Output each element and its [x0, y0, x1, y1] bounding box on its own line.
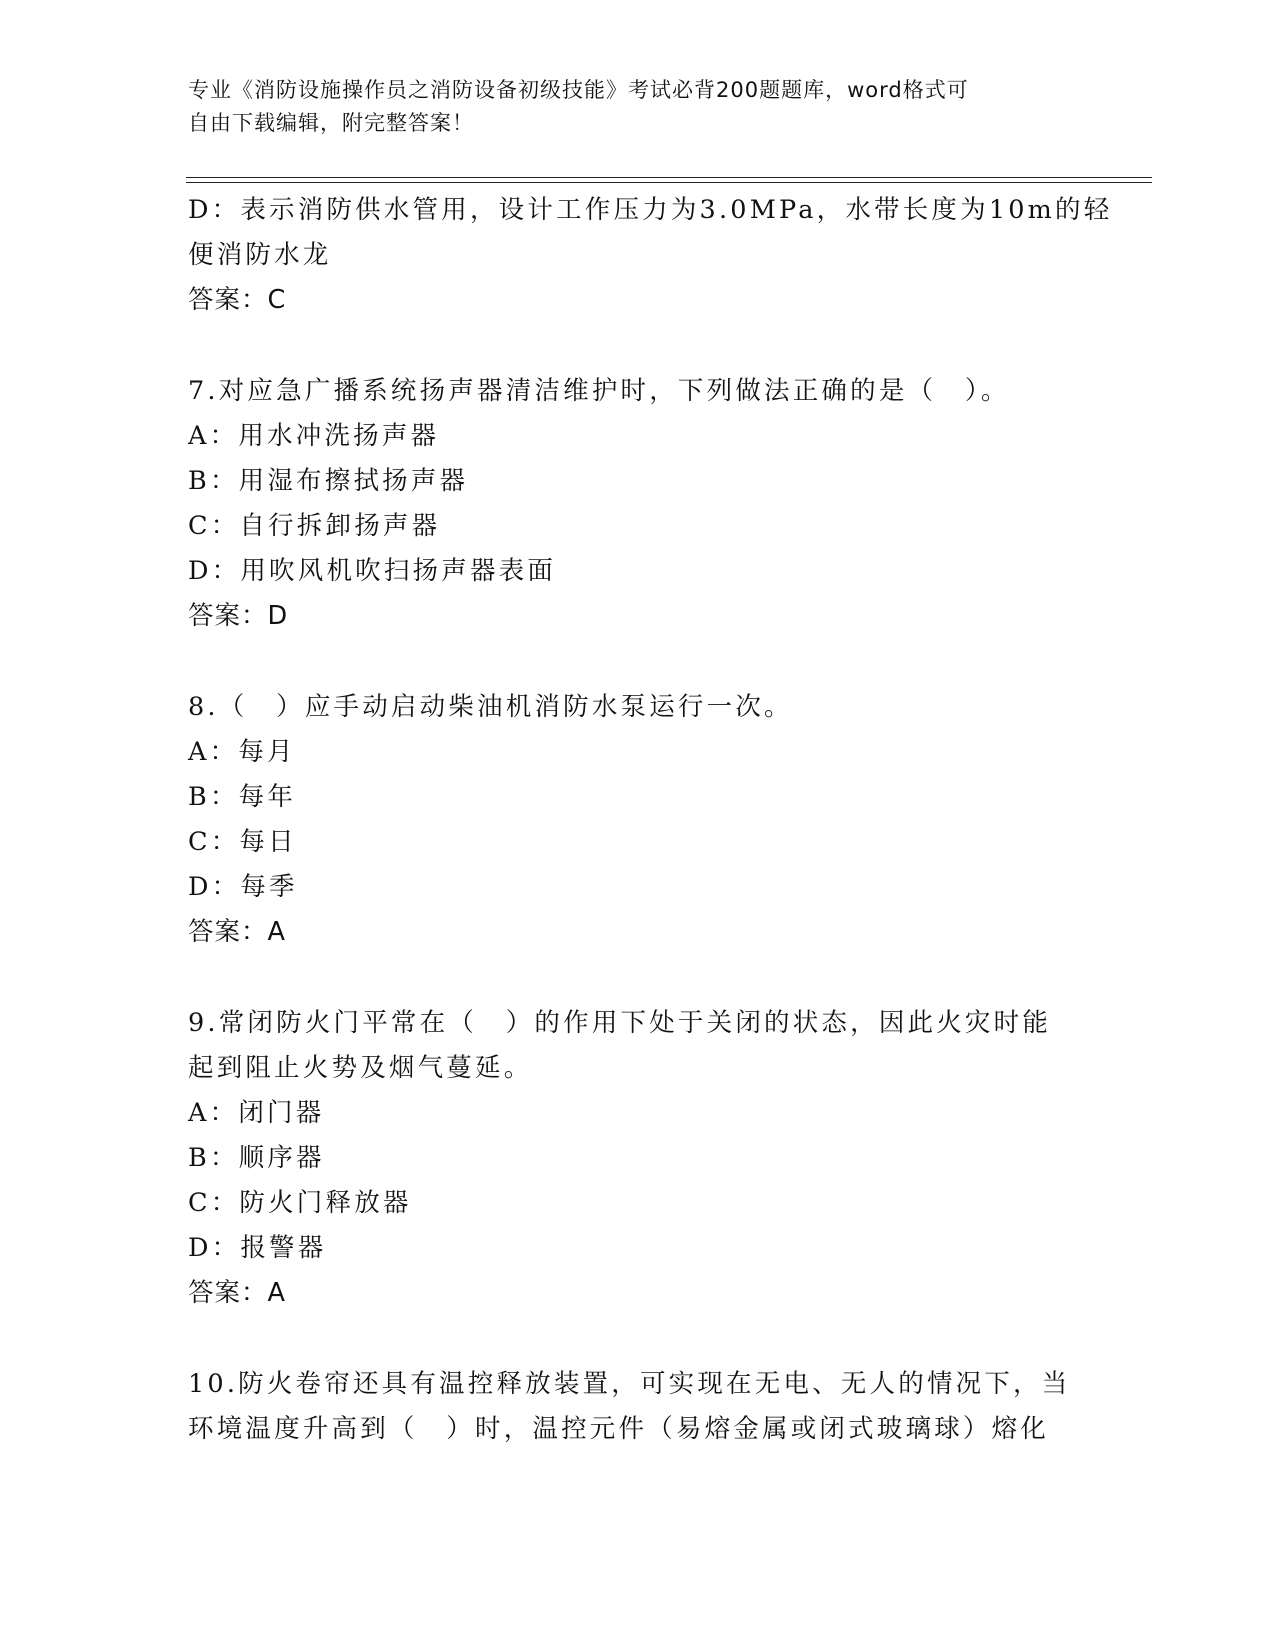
- question-stem: 8.（ ）应手动启动柴油机消防水泵运行一次。: [188, 692, 793, 722]
- question-7: [188, 369, 1088, 639]
- header-divider-bottom: [186, 182, 1152, 183]
- question-stem-line-2: 起到阻止火势及烟气蔓延。: [188, 1053, 533, 1083]
- option-b: B：顺序器: [188, 1143, 325, 1173]
- answer-line: 答案：A: [188, 1278, 286, 1308]
- answer-line: 答案：C: [188, 285, 287, 315]
- answer-line: 答案：D: [188, 601, 289, 631]
- document-header: [188, 74, 1068, 140]
- option-d-line-2: 便消防水龙: [188, 240, 332, 270]
- option-d: D：用吹风机吹扫扬声器表面: [188, 556, 557, 586]
- option-d-line-1: D：表示消防供水管用，设计工作压力为3.0MPa，水带长度为10m的轻: [188, 195, 1113, 225]
- question-stem-line-2: 环境温度升高到（ ）时，温控元件（易熔金属或闭式玻璃球）熔化: [188, 1414, 1050, 1444]
- question-stem-line-1: 10.防火卷帘还具有温控释放装置，可实现在无电、无人的情况下，当: [188, 1369, 1071, 1399]
- option-d: D：每季: [188, 872, 298, 902]
- option-b: B：用湿布擦拭扬声器: [188, 466, 469, 496]
- option-a: A：用水冲洗扬声器: [188, 421, 440, 451]
- question-stem: 7.对应急广播系统扬声器清洁维护时，下列做法正确的是（ ）。: [188, 376, 1010, 406]
- question-9: [188, 1001, 1088, 1316]
- document-body: [188, 188, 1113, 1452]
- option-b: B：每年: [188, 782, 297, 812]
- option-a: A：闭门器: [188, 1098, 325, 1128]
- option-c: C：每日: [188, 827, 297, 857]
- option-d: D：报警器: [188, 1233, 327, 1263]
- answer-line: 答案：A: [188, 917, 286, 947]
- option-c: C：防火门释放器: [188, 1188, 412, 1218]
- header-divider-top: [186, 177, 1152, 178]
- option-a: A：每月: [188, 737, 296, 767]
- header-line-1: 专业《消防设施操作员之消防设备初级技能》考试必背200题题库，word格式可: [188, 78, 969, 102]
- question-8: [188, 685, 1088, 955]
- question-stem-line-1: 9.常闭防火门平常在（ ）的作用下处于关闭的状态，因此火灾时能: [188, 1008, 1052, 1038]
- question-10: [188, 1362, 1088, 1452]
- option-c: C：自行拆卸扬声器: [188, 511, 441, 541]
- header-line-2: 自由下载编辑，附完整答案！: [188, 111, 474, 135]
- previous-question-tail: [188, 188, 1113, 323]
